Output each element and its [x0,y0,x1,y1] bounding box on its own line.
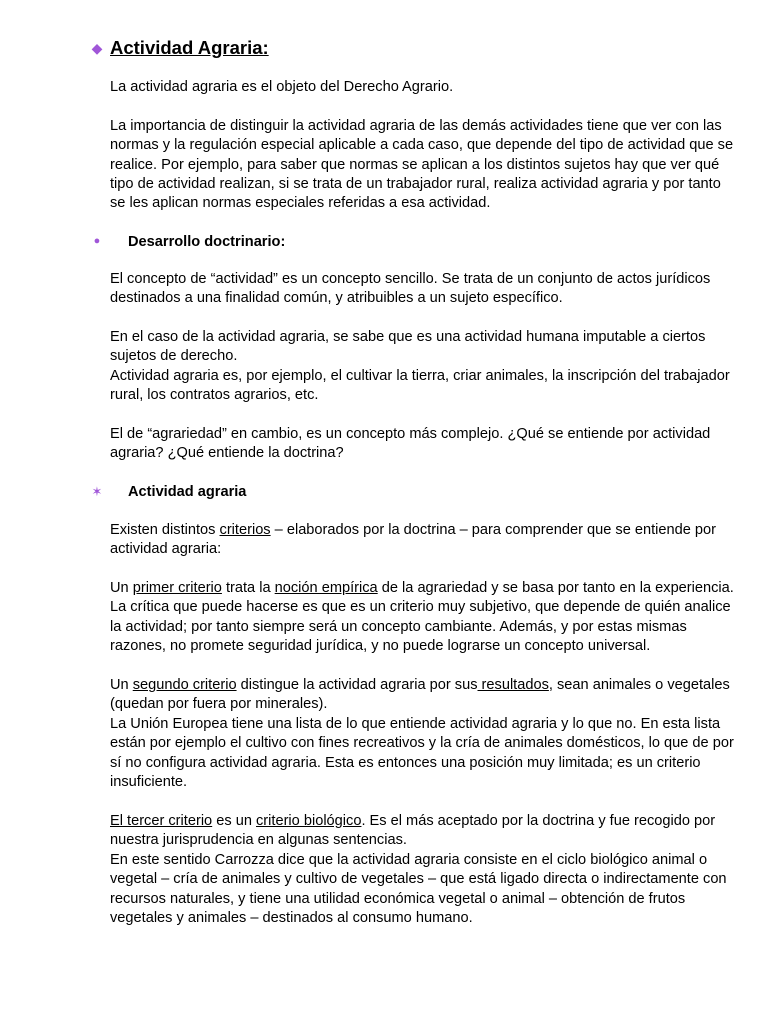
paragraph-intro: La actividad agraria es el objeto del Derecho Agrario. [110,79,454,95]
paragraph-segundo-criterio: Un segundo criterio distingue la actividad agraria por sus resultados, sean animales o vegetales (quedan por fuera por minerales). [110,677,730,713]
paragraph-concepto: El concepto de “actividad” es un concepto sencillo. Se trata de un conjunto de actos jurídicos destinados a una finalidad común, y atribuibles a un sujeto específico. [110,270,711,307]
subheading-title: Actividad agraria [128,483,247,500]
underlined-term: primer criterio [132,580,222,597]
star-bullet-icon: ✶ [91,483,103,499]
paragraph-agrariedad: El de “agrariedad” en cambio, es un concepto más complejo. ¿Qué se entiende por actividad agraria? ¿Qué entiende la doctrina? [110,426,711,462]
section-heading-actividad-agraria [91,36,738,60]
subheading-title: Desarrollo doctrinario: [128,233,286,250]
paragraph-caso: En el caso de la actividad agraria, se sabe que es una actividad humana imputable a ciertos sujetos de derecho. [110,329,706,365]
underlined-term: segundo criterio [132,677,237,694]
subheading-desarrollo-doctrinario [93,232,738,252]
paragraph-existen: Existen distintos criterios – elaborados por la doctrina – para comprender que se entiende por actividad agraria: [110,521,717,558]
dot-bullet-icon: ● [93,234,101,247]
underlined-term: criterio biológico [256,812,362,829]
paragraph-union-europea: La Unión Europea tiene una lista de lo que entiende actividad agraria y lo que no. En esta lista están por ejemplo el cultivo con fines recreativos y la cría de animales domésticos, lo que de por sí no configura actividad agraria. Esta es entonces una posición muy limitada; es un criterio insuficiente. [110,715,734,791]
heading-title: Actividad Agraria: [110,37,269,58]
paragraph-tercer-criterio: El tercer criterio es un criterio biológico. Es el más aceptado por la doctrina y fue recogido por nuestra jurisprudencia en algunas sentencias. [110,812,716,849]
paragraph-ejemplo: Actividad agraria es, por ejemplo, el cultivar la tierra, criar animales, la inscripción del trabajador rural, los contratos agrarios, etc. [110,367,730,404]
diamond-bullet-icon: ◆ [91,40,103,56]
underlined-term: El tercer criterio [110,812,213,829]
paragraph-carrozza: En este sentido Carrozza dice que la actividad agraria consiste en el ciclo biológico animal o vegetal – cría de animales y cultivo de vegetales – que está ligado directa o indirectamente con recursos naturales, y tiene una utilidad económica vegetal o animal – obtención de frutos vegetales y animales – destinados al consumo humano. [110,851,727,926]
paragraph-primer-criterio: Un primer criterio trata la noción empírica de la agrariedad y se basa por tanto en la experiencia. La crítica que puede hacerse es que es un criterio muy subjetivo, que depende de quién analice la actividad; por tanto siempre será un concepto cambiante. Además, y por estas mismas razones, no promete seguridad jurídica, y no puede lograrse un concepto universal. [110,580,734,655]
paragraph-importancia: La importancia de distinguir la actividad agraria de las demás actividades tiene que ver con las normas y la regulación especial aplicable a cada caso, que depende del tipo de actividad que se realice. Por ejemplo, para saber que normas se aplican a los distintos sujetos hay que ver qué tipo de actividad realizan, si se trata de un trabajador rural, realiza actividad agraria y por tanto se les aplican normas especiales referidas a esa actividad. [110,117,734,212]
underlined-term: noción empírica [274,580,378,597]
underlined-term: resultados [477,677,549,694]
subheading-actividad-agraria [91,482,738,502]
underlined-term: criterios [219,521,271,538]
